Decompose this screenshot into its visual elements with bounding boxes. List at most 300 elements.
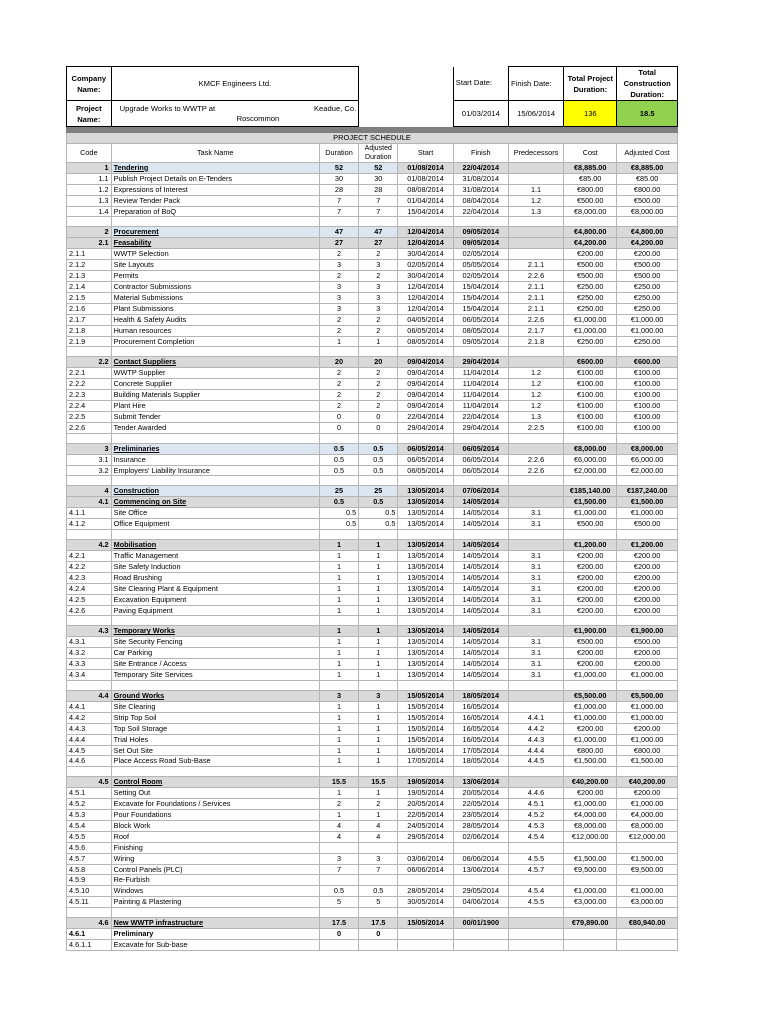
cell-finish[interactable]: 09/05/2014 (453, 336, 508, 347)
cell-finish[interactable]: 09/05/2014 (453, 227, 508, 238)
cell-code[interactable]: 4.2.6 (67, 605, 112, 616)
cell-task[interactable]: Set Out Site (111, 745, 319, 756)
cell-cost[interactable]: €200.00 (564, 659, 617, 670)
cell-adjusted-cost[interactable]: €500.00 (617, 271, 678, 282)
cell-start[interactable]: 19/05/2014 (398, 788, 453, 799)
cell-task[interactable]: Site Security Fencing (111, 637, 319, 648)
cell-code[interactable]: 4.4 (67, 690, 112, 701)
cell-adjusted-cost[interactable]: €500.00 (617, 195, 678, 206)
cell-predecessors[interactable] (508, 626, 563, 637)
cell-adjusted-duration[interactable]: 7 (359, 864, 398, 875)
finish-date-value[interactable]: 15/06/2014 (509, 101, 564, 127)
cell-adjusted-duration[interactable]: 1 (359, 540, 398, 551)
cell-predecessors[interactable]: 2.2.6 (508, 271, 563, 282)
cell-code[interactable]: 4.5.2 (67, 799, 112, 810)
cell-task[interactable]: Windows (111, 886, 319, 897)
cell-task[interactable]: Site Office (111, 508, 319, 519)
cell-task[interactable]: Site Layouts (111, 260, 319, 271)
cell-finish[interactable]: 06/06/2014 (453, 853, 508, 864)
cell-adjusted-duration[interactable]: 30 (359, 173, 398, 184)
cell-finish[interactable]: 14/05/2014 (453, 648, 508, 659)
cell-code[interactable]: 4.4.3 (67, 723, 112, 734)
cell-duration[interactable]: 1 (319, 648, 358, 659)
cell-adjusted-duration[interactable]: 1 (359, 626, 398, 637)
cell-code[interactable]: 1 (67, 162, 112, 173)
cell-cost[interactable]: €1,000.00 (564, 325, 617, 336)
cell-start[interactable]: 15/05/2014 (398, 690, 453, 701)
cell-task[interactable]: Feasability (111, 238, 319, 249)
cell-adjusted-duration[interactable]: 1 (359, 659, 398, 670)
cell-code[interactable]: 2.2.3 (67, 390, 112, 401)
cell-task[interactable]: Ground Works (111, 690, 319, 701)
cell-task[interactable]: Wiring (111, 853, 319, 864)
cell-code[interactable]: 4.3.3 (67, 659, 112, 670)
cell-code[interactable]: 4.5.11 (67, 897, 112, 908)
cell-duration[interactable]: 1 (319, 583, 358, 594)
cell-code[interactable]: 1.2 (67, 184, 112, 195)
cell-adjusted-duration[interactable]: 52 (359, 162, 398, 173)
cell-adjusted-duration[interactable]: 1 (359, 745, 398, 756)
cell-code[interactable]: 4.2 (67, 540, 112, 551)
cell-start[interactable]: 13/05/2014 (398, 561, 453, 572)
cell-start[interactable]: 04/05/2014 (398, 314, 453, 325)
cell-predecessors[interactable]: 3.1 (508, 551, 563, 562)
cell-cost[interactable]: €200.00 (564, 648, 617, 659)
cell-task[interactable]: Building Materials Supplier (111, 390, 319, 401)
cell-adjusted-duration[interactable]: 25 (359, 486, 398, 497)
cell-task[interactable]: Mobilisation (111, 540, 319, 551)
cell-cost[interactable]: €800.00 (564, 745, 617, 756)
cell-finish[interactable]: 11/04/2014 (453, 368, 508, 379)
cell-code[interactable]: 4.4.5 (67, 745, 112, 756)
cell-adjusted-duration[interactable] (359, 875, 398, 886)
cell-start[interactable]: 13/05/2014 (398, 508, 453, 519)
cell-code[interactable]: 4.5.5 (67, 831, 112, 842)
cell-code[interactable]: 2.2.5 (67, 411, 112, 422)
cell-predecessors[interactable]: 1.3 (508, 411, 563, 422)
cell-duration[interactable]: 1 (319, 572, 358, 583)
cell-finish[interactable]: 22/04/2014 (453, 206, 508, 217)
cell-cost[interactable]: €1,000.00 (564, 886, 617, 897)
cell-adjusted-duration[interactable]: 1 (359, 605, 398, 616)
cell-predecessors[interactable]: 4.5.3 (508, 820, 563, 831)
cell-code[interactable]: 4.2.4 (67, 583, 112, 594)
cell-duration[interactable]: 7 (319, 206, 358, 217)
cell-code[interactable]: 4.3 (67, 626, 112, 637)
cell-adjusted-duration[interactable]: 17.5 (359, 918, 398, 929)
cell-finish[interactable]: 06/05/2014 (453, 454, 508, 465)
cell-cost[interactable]: €800.00 (564, 184, 617, 195)
cell-task[interactable]: Material Submissions (111, 292, 319, 303)
cell-start[interactable]: 15/05/2014 (398, 701, 453, 712)
cell-adjusted-duration[interactable]: 4 (359, 831, 398, 842)
cell-cost[interactable]: €6,000.00 (564, 454, 617, 465)
cell-predecessors[interactable]: 3.1 (508, 637, 563, 648)
cell-duration[interactable]: 3 (319, 260, 358, 271)
cell-code[interactable]: 4.5.8 (67, 864, 112, 875)
cell-start[interactable]: 13/05/2014 (398, 519, 453, 530)
cell-start[interactable]: 15/05/2014 (398, 712, 453, 723)
cell-code[interactable]: 4.3.1 (67, 637, 112, 648)
cell-predecessors[interactable]: 1.3 (508, 206, 563, 217)
cell-predecessors[interactable] (508, 918, 563, 929)
cell-adjusted-cost[interactable]: €80,940.00 (617, 918, 678, 929)
cell-predecessors[interactable]: 4.5.4 (508, 831, 563, 842)
cell-adjusted-duration[interactable]: 1 (359, 583, 398, 594)
cell-duration[interactable]: 2 (319, 271, 358, 282)
cell-cost[interactable]: €200.00 (564, 561, 617, 572)
start-date-value[interactable]: 01/03/2014 (453, 101, 508, 127)
cell-duration[interactable]: 5 (319, 897, 358, 908)
cell-finish[interactable]: 07/06/2014 (453, 486, 508, 497)
cell-start[interactable]: 09/04/2014 (398, 379, 453, 390)
cell-predecessors[interactable]: 1.2 (508, 401, 563, 412)
cell-code[interactable]: 4.5 (67, 777, 112, 788)
cell-cost[interactable]: €200.00 (564, 788, 617, 799)
cell-duration[interactable]: 1 (319, 756, 358, 767)
cell-duration[interactable]: 1 (319, 336, 358, 347)
cell-code[interactable]: 2.1.1 (67, 249, 112, 260)
cell-adjusted-duration[interactable]: 2 (359, 325, 398, 336)
cell-predecessors[interactable]: 1.2 (508, 390, 563, 401)
cell-adjusted-cost[interactable]: €250.00 (617, 303, 678, 314)
cell-task[interactable]: Preliminary (111, 929, 319, 940)
cell-code[interactable]: 4.5.1 (67, 788, 112, 799)
cell-adjusted-duration[interactable]: 1 (359, 734, 398, 745)
cell-finish[interactable]: 02/05/2014 (453, 271, 508, 282)
cell-code[interactable]: 2.2.1 (67, 368, 112, 379)
cell-task[interactable]: Painting & Plastering (111, 897, 319, 908)
cell-predecessors[interactable] (508, 690, 563, 701)
cell-cost[interactable]: €1,000.00 (564, 701, 617, 712)
cell-duration[interactable]: 0 (319, 929, 358, 940)
cell-cost[interactable]: €250.00 (564, 281, 617, 292)
cell-finish[interactable]: 06/05/2014 (453, 443, 508, 454)
cell-start[interactable]: 13/05/2014 (398, 648, 453, 659)
cell-adjusted-duration[interactable]: 1 (359, 723, 398, 734)
cell-task[interactable]: Insurance (111, 454, 319, 465)
cell-finish[interactable]: 15/04/2014 (453, 303, 508, 314)
cell-task[interactable]: Top Soil Storage (111, 723, 319, 734)
cell-finish[interactable]: 16/05/2014 (453, 701, 508, 712)
cell-adjusted-cost[interactable]: €1,500.00 (617, 853, 678, 864)
cell-adjusted-cost[interactable]: €40,200.00 (617, 777, 678, 788)
cell-duration[interactable]: 1 (319, 810, 358, 821)
cell-finish[interactable]: 14/05/2014 (453, 605, 508, 616)
cell-task[interactable]: Health & Safety Audits (111, 314, 319, 325)
cell-adjusted-duration[interactable]: 3 (359, 853, 398, 864)
cell-adjusted-duration[interactable]: 0 (359, 929, 398, 940)
cell-duration[interactable]: 0 (319, 411, 358, 422)
cell-adjusted-cost[interactable]: €250.00 (617, 292, 678, 303)
cell-adjusted-cost[interactable]: €1,000.00 (617, 670, 678, 681)
cell-cost[interactable]: €100.00 (564, 422, 617, 433)
cell-predecessors[interactable]: 4.5.2 (508, 810, 563, 821)
cell-duration[interactable]: 2 (319, 314, 358, 325)
cell-finish[interactable]: 28/05/2014 (453, 820, 508, 831)
cell-finish[interactable]: 20/05/2014 (453, 788, 508, 799)
cell-adjusted-cost[interactable]: €8,000.00 (617, 443, 678, 454)
cell-duration[interactable]: 7 (319, 864, 358, 875)
cell-cost[interactable]: €250.00 (564, 336, 617, 347)
cell-task[interactable]: Temporary Site Services (111, 670, 319, 681)
cell-finish[interactable]: 14/05/2014 (453, 572, 508, 583)
cell-finish[interactable]: 14/05/2014 (453, 551, 508, 562)
cell-adjusted-duration[interactable]: 0.5 (359, 519, 398, 530)
cell-code[interactable]: 3 (67, 443, 112, 454)
cell-task[interactable]: Temporary Works (111, 626, 319, 637)
cell-task[interactable]: Car Parking (111, 648, 319, 659)
cell-adjusted-cost[interactable]: €100.00 (617, 422, 678, 433)
cell-cost[interactable]: €200.00 (564, 605, 617, 616)
cell-start[interactable]: 13/05/2014 (398, 594, 453, 605)
cell-start[interactable]: 12/04/2014 (398, 227, 453, 238)
cell-adjusted-cost[interactable]: €1,200.00 (617, 540, 678, 551)
cell-task[interactable]: Trial Holes (111, 734, 319, 745)
cell-task[interactable]: Contractor Submissions (111, 281, 319, 292)
cell-start[interactable]: 20/05/2014 (398, 799, 453, 810)
cell-cost[interactable]: €600.00 (564, 357, 617, 368)
cell-task[interactable]: Submit Tender (111, 411, 319, 422)
cell-duration[interactable]: 1 (319, 745, 358, 756)
cell-finish[interactable]: 06/05/2014 (453, 465, 508, 476)
cell-task[interactable]: Publish Project Details on E-Tenders (111, 173, 319, 184)
cell-adjusted-cost[interactable] (617, 940, 678, 951)
cell-adjusted-cost[interactable]: €1,000.00 (617, 886, 678, 897)
cell-cost[interactable]: €500.00 (564, 260, 617, 271)
cell-adjusted-cost[interactable] (617, 875, 678, 886)
cell-adjusted-duration[interactable]: 1 (359, 336, 398, 347)
cell-code[interactable]: 4.2.1 (67, 551, 112, 562)
cell-duration[interactable]: 25 (319, 486, 358, 497)
cell-task[interactable]: Pour Foundations (111, 810, 319, 821)
cell-task[interactable]: Expressions of Interest (111, 184, 319, 195)
cell-cost[interactable]: €200.00 (564, 583, 617, 594)
cell-code[interactable]: 4.3.2 (67, 648, 112, 659)
cell-cost[interactable]: €1,000.00 (564, 799, 617, 810)
cell-duration[interactable]: 30 (319, 173, 358, 184)
cell-cost[interactable]: €500.00 (564, 637, 617, 648)
cell-adjusted-cost[interactable]: €6,000.00 (617, 454, 678, 465)
cell-finish[interactable]: 31/08/2014 (453, 173, 508, 184)
cell-predecessors[interactable] (508, 443, 563, 454)
cell-adjusted-cost[interactable]: €200.00 (617, 583, 678, 594)
cell-code[interactable]: 2 (67, 227, 112, 238)
cell-task[interactable]: Excavate for Sub-base (111, 940, 319, 951)
cell-code[interactable]: 3.1 (67, 454, 112, 465)
cell-code[interactable]: 2.1.4 (67, 281, 112, 292)
cell-adjusted-cost[interactable]: €100.00 (617, 390, 678, 401)
cell-cost[interactable]: €12,000.00 (564, 831, 617, 842)
cell-code[interactable]: 4.5.6 (67, 842, 112, 853)
cell-predecessors[interactable]: 2.1.8 (508, 336, 563, 347)
cell-start[interactable]: 01/08/2014 (398, 162, 453, 173)
cell-cost[interactable]: €1,000.00 (564, 712, 617, 723)
cell-start[interactable]: 13/05/2014 (398, 540, 453, 551)
cell-finish[interactable]: 16/05/2014 (453, 712, 508, 723)
cell-task[interactable]: Construction (111, 486, 319, 497)
cell-code[interactable]: 2.1.5 (67, 292, 112, 303)
cell-predecessors[interactable]: 1.1 (508, 184, 563, 195)
company-name-value[interactable]: KMCF Engineers Ltd. (111, 67, 359, 101)
cell-adjusted-cost[interactable]: €600.00 (617, 357, 678, 368)
cell-cost[interactable]: €100.00 (564, 390, 617, 401)
cell-adjusted-cost[interactable]: €3,000.00 (617, 897, 678, 908)
cell-code[interactable]: 2.1.2 (67, 260, 112, 271)
cell-duration[interactable]: 2 (319, 368, 358, 379)
cell-code[interactable]: 1.4 (67, 206, 112, 217)
cell-adjusted-cost[interactable]: €4,800.00 (617, 227, 678, 238)
cell-code[interactable]: 2.1.8 (67, 325, 112, 336)
cell-adjusted-duration[interactable]: 1 (359, 756, 398, 767)
cell-duration[interactable]: 1 (319, 626, 358, 637)
cell-code[interactable]: 4.5.9 (67, 875, 112, 886)
cell-start[interactable]: 09/04/2014 (398, 390, 453, 401)
cell-code[interactable]: 4.6 (67, 918, 112, 929)
cell-finish[interactable] (453, 929, 508, 940)
cell-predecessors[interactable]: 4.4.1 (508, 712, 563, 723)
cell-predecessors[interactable]: 4.4.2 (508, 723, 563, 734)
cell-adjusted-cost[interactable]: €85.00 (617, 173, 678, 184)
cell-adjusted-duration[interactable]: 3 (359, 303, 398, 314)
cell-predecessors[interactable]: 4.5.1 (508, 799, 563, 810)
cell-finish[interactable]: 15/04/2014 (453, 281, 508, 292)
cell-finish[interactable]: 00/01/1900 (453, 918, 508, 929)
cell-cost[interactable]: €4,200.00 (564, 238, 617, 249)
cell-cost[interactable]: €200.00 (564, 594, 617, 605)
cell-start[interactable]: 12/04/2014 (398, 303, 453, 314)
cell-duration[interactable]: 1 (319, 540, 358, 551)
cell-adjusted-cost[interactable]: €1,000.00 (617, 799, 678, 810)
cell-adjusted-duration[interactable] (359, 940, 398, 951)
cell-task[interactable]: Procurement Completion (111, 336, 319, 347)
cell-code[interactable]: 4.5.4 (67, 820, 112, 831)
cell-adjusted-duration[interactable]: 1 (359, 561, 398, 572)
cell-task[interactable]: Preliminaries (111, 443, 319, 454)
cell-predecessors[interactable] (508, 540, 563, 551)
cell-adjusted-duration[interactable]: 0 (359, 411, 398, 422)
cell-cost[interactable]: €500.00 (564, 271, 617, 282)
cell-task[interactable]: Paving Equipment (111, 605, 319, 616)
cell-code[interactable]: 4.2.3 (67, 572, 112, 583)
cell-start[interactable]: 13/05/2014 (398, 486, 453, 497)
cell-code[interactable]: 4.2.5 (67, 594, 112, 605)
cell-predecessors[interactable]: 3.1 (508, 508, 563, 519)
cell-predecessors[interactable]: 1.2 (508, 195, 563, 206)
cell-predecessors[interactable]: 4.4.4 (508, 745, 563, 756)
cell-predecessors[interactable] (508, 486, 563, 497)
cell-adjusted-cost[interactable]: €100.00 (617, 379, 678, 390)
cell-adjusted-cost[interactable]: €187,240.00 (617, 486, 678, 497)
cell-cost[interactable]: €200.00 (564, 249, 617, 260)
cell-cost[interactable]: €200.00 (564, 551, 617, 562)
cell-task[interactable]: Road Brushing (111, 572, 319, 583)
cell-adjusted-cost[interactable]: €5,500.00 (617, 690, 678, 701)
cell-predecessors[interactable]: 3.1 (508, 605, 563, 616)
cell-cost[interactable]: €5,500.00 (564, 690, 617, 701)
cell-duration[interactable]: 0.5 (319, 886, 358, 897)
cell-predecessors[interactable]: 2.1.1 (508, 281, 563, 292)
cell-start[interactable]: 24/05/2014 (398, 820, 453, 831)
cell-start[interactable] (398, 940, 453, 951)
cell-duration[interactable]: 2 (319, 401, 358, 412)
cell-adjusted-cost[interactable]: €200.00 (617, 659, 678, 670)
cell-finish[interactable]: 13/06/2014 (453, 777, 508, 788)
cell-adjusted-duration[interactable]: 2 (359, 314, 398, 325)
cell-finish[interactable] (453, 940, 508, 951)
cell-finish[interactable]: 13/06/2014 (453, 864, 508, 875)
cell-adjusted-cost[interactable]: €9,500.00 (617, 864, 678, 875)
cell-adjusted-duration[interactable]: 2 (359, 379, 398, 390)
cell-start[interactable]: 13/05/2014 (398, 572, 453, 583)
cell-start[interactable]: 09/04/2014 (398, 368, 453, 379)
cell-start[interactable]: 06/05/2014 (398, 454, 453, 465)
cell-start[interactable]: 15/04/2014 (398, 206, 453, 217)
cell-finish[interactable]: 31/08/2014 (453, 184, 508, 195)
cell-predecessors[interactable]: 3.1 (508, 594, 563, 605)
cell-code[interactable]: 2.2.2 (67, 379, 112, 390)
project-name-value[interactable] (111, 101, 359, 127)
cell-task[interactable]: WWTP Selection (111, 249, 319, 260)
cell-start[interactable]: 01/04/2014 (398, 195, 453, 206)
cell-code[interactable]: 2.1 (67, 238, 112, 249)
cell-cost[interactable]: €100.00 (564, 379, 617, 390)
cell-task[interactable]: Review Tender Pack (111, 195, 319, 206)
cell-finish[interactable]: 15/04/2014 (453, 292, 508, 303)
cell-duration[interactable]: 1 (319, 734, 358, 745)
cell-predecessors[interactable]: 4.5.5 (508, 853, 563, 864)
cell-adjusted-duration[interactable]: 3 (359, 690, 398, 701)
cell-duration[interactable]: 27 (319, 238, 358, 249)
cell-adjusted-duration[interactable]: 3 (359, 292, 398, 303)
cell-start[interactable]: 13/05/2014 (398, 497, 453, 508)
cell-task[interactable]: Control Room (111, 777, 319, 788)
cell-adjusted-duration[interactable]: 1 (359, 637, 398, 648)
cell-predecessors[interactable]: 4.5.7 (508, 864, 563, 875)
cell-start[interactable]: 30/05/2014 (398, 897, 453, 908)
cell-finish[interactable]: 18/05/2014 (453, 690, 508, 701)
cell-start[interactable]: 17/05/2014 (398, 756, 453, 767)
cell-start[interactable]: 02/05/2014 (398, 260, 453, 271)
cell-finish[interactable] (453, 875, 508, 886)
cell-adjusted-duration[interactable]: 2 (359, 799, 398, 810)
cell-predecessors[interactable] (508, 875, 563, 886)
cell-code[interactable]: 4 (67, 486, 112, 497)
cell-adjusted-cost[interactable]: €200.00 (617, 572, 678, 583)
cell-cost[interactable]: €4,000.00 (564, 810, 617, 821)
cell-finish[interactable]: 06/05/2014 (453, 314, 508, 325)
cell-adjusted-duration[interactable]: 3 (359, 281, 398, 292)
cell-finish[interactable]: 14/05/2014 (453, 583, 508, 594)
cell-adjusted-duration[interactable]: 1 (359, 572, 398, 583)
cell-duration[interactable]: 1 (319, 701, 358, 712)
cell-code[interactable]: 4.1.1 (67, 508, 112, 519)
cell-duration[interactable]: 1 (319, 561, 358, 572)
cell-task[interactable]: Commencing on Site (111, 497, 319, 508)
cell-adjusted-duration[interactable]: 1 (359, 670, 398, 681)
cell-code[interactable]: 4.4.6 (67, 756, 112, 767)
cell-code[interactable]: 4.6.1 (67, 929, 112, 940)
cell-predecessors[interactable]: 4.4.6 (508, 788, 563, 799)
cell-code[interactable]: 2.1.9 (67, 336, 112, 347)
cell-task[interactable]: Site Safety Induction (111, 561, 319, 572)
cell-code[interactable]: 2.2.4 (67, 401, 112, 412)
cell-adjusted-duration[interactable]: 2 (359, 368, 398, 379)
cell-start[interactable]: 06/06/2014 (398, 864, 453, 875)
cell-adjusted-cost[interactable]: €500.00 (617, 260, 678, 271)
cell-predecessors[interactable] (508, 357, 563, 368)
cell-adjusted-duration[interactable]: 1 (359, 788, 398, 799)
